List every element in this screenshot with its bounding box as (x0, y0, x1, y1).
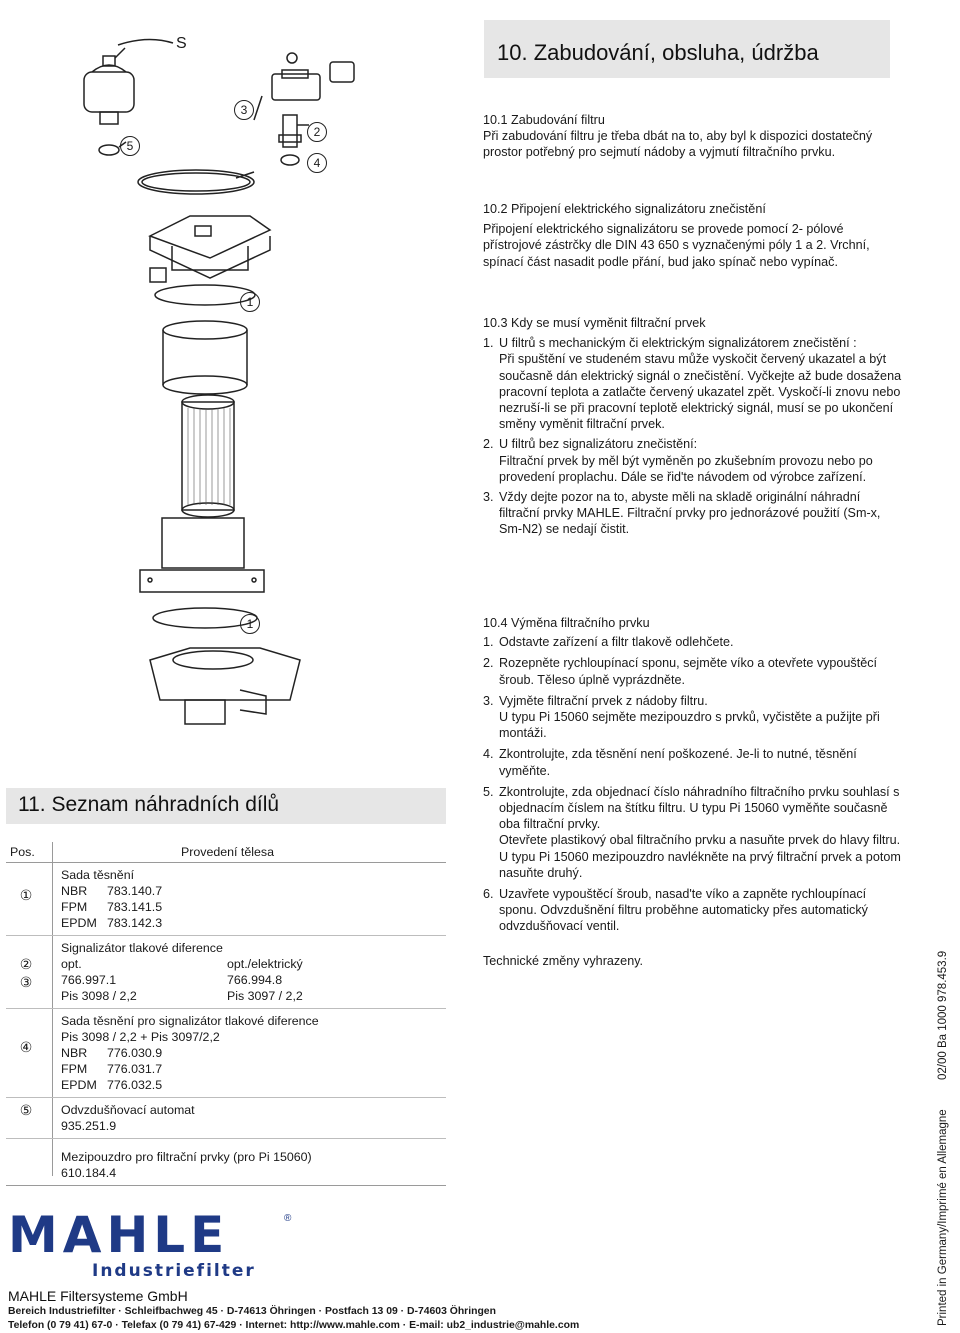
section-10-4 (483, 615, 903, 969)
item-text: U filtrů s mechanickým či elektrickým signalizátorem znečistění : Při spuštění ve studeném stavu může vyskočit červený ukazatel a být současně dán elektrický signál o znečistění. Vyčkejte až bude dosažena pracovní teplota a zatlačte červený ukazatel zpět. Vyskočí-li znovu nebo nezruší-li se při pracovní teplotě elektrický signál, musí se po ukončení směny vyměnit filtrační prvek. (499, 336, 902, 432)
part-type: Pis 3097 / 2,2 (227, 989, 303, 1003)
row-title: Mezipouzdro pro filtrační prvky (pro Pi 15060) (61, 1150, 312, 1164)
figure-label-5: 5 (120, 136, 140, 156)
part-number: 776.032.5 (107, 1078, 163, 1092)
part-number: 776.031.7 (107, 1062, 163, 1076)
list-item (483, 784, 903, 881)
col-prov-header: Provedení tělesa (181, 845, 274, 859)
material-label: EPDM (61, 916, 97, 930)
section-10-1-body: Při zabudování filtru je třeba dbát na to, aby byl k dispozici dostatečný prostor potřebný pro sejmutí nádoby a vyjmutí filtračního prvku. (483, 129, 873, 160)
section-10-3-heading: 10.3 Kdy se musí vyměnit filtrační prvek (483, 316, 706, 330)
row-title: Odvzdušňovací automat (61, 1103, 195, 1117)
document-code: 02/00 Ba 1000 978.453.9 (937, 950, 949, 1080)
table-row (6, 1009, 446, 1098)
material-label: FPM (61, 900, 88, 914)
variant-label: opt. (61, 957, 82, 971)
part-number: 766.994.8 (227, 973, 283, 987)
pos-3-icon: ③ (19, 974, 33, 990)
part-type: Pis 3098 / 2,2 (61, 989, 137, 1003)
table-row (6, 1098, 446, 1139)
part-number: 776.030.9 (107, 1046, 163, 1060)
logo-registered-mark: ® (284, 1213, 292, 1224)
material-label: NBR (61, 884, 88, 898)
footer-contact: Telefon (0 79 41) 67-0 · Telefax (0 79 41) 67-429 · Internet: http://www.mahle.com · E-mail: ub2_industrie@mahle.com (8, 1320, 580, 1331)
figure-label-1-bottom: 1 (240, 614, 260, 634)
pos-4-icon: ④ (19, 1039, 33, 1055)
item-number: 1. (483, 336, 494, 351)
figure-label-2: 2 (307, 122, 327, 142)
list-item (483, 746, 903, 778)
item-text: Odstavte zařízení a filtr tlakově odlehčete. (499, 635, 734, 650)
item-text: Vyjměte filtrační prvek z nádoby filtru. U typu Pi 15060 sejměte mezipouzdro s prvků, vyčistěte a pužijte při montáži. (499, 693, 880, 741)
pos-2-icon: ② (19, 956, 33, 972)
mahle-logo (8, 1206, 293, 1283)
exploded-filter-drawing (20, 20, 460, 760)
row-title: Sada těsnění pro signalizátor tlakové diference (61, 1014, 319, 1028)
section-11-title: 11. Seznam náhradních dílů (18, 793, 280, 816)
figure-label-s: S (176, 35, 187, 52)
figure-label-3: 3 (234, 100, 254, 120)
variant-label: opt./elektrický (227, 957, 303, 971)
part-number: 783.140.7 (107, 884, 163, 898)
item-number: 5. (483, 784, 494, 799)
item-text: Zkontrolujte, zda objednací číslo náhradního filtračního prvku souhlasí s objednacím číslem na štítku filtru. U typu Pi 15060 vyměňte současně oba filtrační prvky. Otevřete plastikový obal filtračního prvku a nasuňte prvek do hlavy filtru. U typu Pi 15060 mezipouzdro navlékněte na prvý filtrační prvek a potom nasuňte druhý. (499, 784, 901, 880)
section-10-2-heading: 10.2 Připojení elektrického signalizátoru znečistění (483, 202, 766, 216)
company-name: MAHLE Filtersysteme GmbH (8, 1288, 188, 1304)
table-row (6, 863, 446, 936)
section-10-1 (483, 112, 903, 161)
section-10-2 (483, 201, 903, 270)
list-item (483, 335, 903, 432)
row-title: Sada těsnění (61, 868, 135, 882)
page-title: 10. Zabudování, obsluha, údržba (497, 40, 819, 65)
item-number: 6. (483, 887, 494, 902)
item-number: 2. (483, 437, 494, 452)
list-item (483, 886, 903, 935)
part-number: 610.184.4 (61, 1166, 117, 1180)
list-item (483, 693, 903, 742)
item-text: Zkontrolujte, zda těsnění není poškozené. Je-li to nutné, těsnění vyměňte. (499, 747, 857, 778)
logo-subtitle: Industriefilter (92, 1261, 256, 1281)
figure-label-4: 4 (307, 153, 327, 173)
table-header (6, 842, 446, 863)
item-text: Vždy dejte pozor na to, abyste měli na skladě originální náhradní filtrační prvky MAHLE. Filtrační prvky pro jednorázové použití (Sm-x, Sm-N2) se nedají čistit. (499, 490, 881, 537)
pos-5-icon: ⑤ (19, 1102, 33, 1118)
item-number: 1. (483, 635, 494, 650)
section-10-3 (483, 315, 903, 538)
material-label: EPDM (61, 1078, 97, 1092)
list-item (483, 489, 903, 538)
material-label: FPM (61, 1062, 88, 1076)
list-item (483, 655, 903, 687)
row-subtitle: Pis 3098 / 2,2 + Pis 3097/2,2 (61, 1030, 220, 1044)
logo-wordmark: MAHLE (8, 1206, 230, 1264)
item-text: U filtrů bez signalizátoru znečistění: Filtrační prvek by měl být vyměněn po zkušebním provozu nebo po provedení proplachu. Dále se řid'te návodem od výrobce zařízení. (499, 437, 873, 484)
figure-label-1-top: 1 (240, 292, 260, 312)
item-number: 3. (483, 693, 494, 708)
row-title: Signalizátor tlakové diference (61, 941, 223, 955)
col-pos-header: Pos. (10, 845, 35, 859)
item-text: Uzavřete vypouštěcí šroub, nasad'te víko a zapněte rychloupínací sponu. Odvzdušnění filtru proběhne automaticky přes automatický odvzdušňovací ventil. (499, 887, 868, 934)
part-number: 766.997.1 (61, 973, 117, 987)
part-number: 935.251.9 (61, 1119, 117, 1133)
table-row (6, 1139, 446, 1186)
part-number: 783.142.3 (107, 916, 163, 930)
part-number: 783.141.5 (107, 900, 163, 914)
section-10-1-heading: 10.1 Zabudování filtru (483, 113, 605, 127)
footer-address: Bereich Industriefilter · Schleifbachweg 45 · D-74613 Öhringen · Postfach 13 09 · D-74603 Öhringen (8, 1306, 496, 1317)
list-item (483, 436, 903, 485)
material-label: NBR (61, 1046, 88, 1060)
printed-in-note: Printed in Germany/Imprimé en Allemagne (937, 1109, 949, 1326)
section-10-2-body: Připojení elektrického signalizátoru se provede pomocí 2- pólové přístrojové zástrčky dle DIN 43 650 s vyznačenými póly 1 a 2. Vrchní, spínací část nasadit podle přání, bud jako spínač nebo vypínač. (483, 222, 870, 269)
item-number: 3. (483, 490, 494, 505)
item-number: 2. (483, 656, 494, 671)
list-item (483, 634, 903, 650)
section-10-4-heading: 10.4 Výměna filtračního prvku (483, 616, 650, 630)
technical-changes-note: Technické změny vyhrazeny. (483, 953, 644, 968)
item-number: 4. (483, 747, 494, 762)
table-row (6, 936, 446, 1009)
pos-1-icon: ① (19, 887, 33, 903)
parts-table (6, 842, 446, 1186)
item-text: Rozepněte rychloupínací sponu, sejměte víko a otevřete vypouštěcí šroub. Těleso úplně vyprázdněte. (499, 656, 878, 687)
